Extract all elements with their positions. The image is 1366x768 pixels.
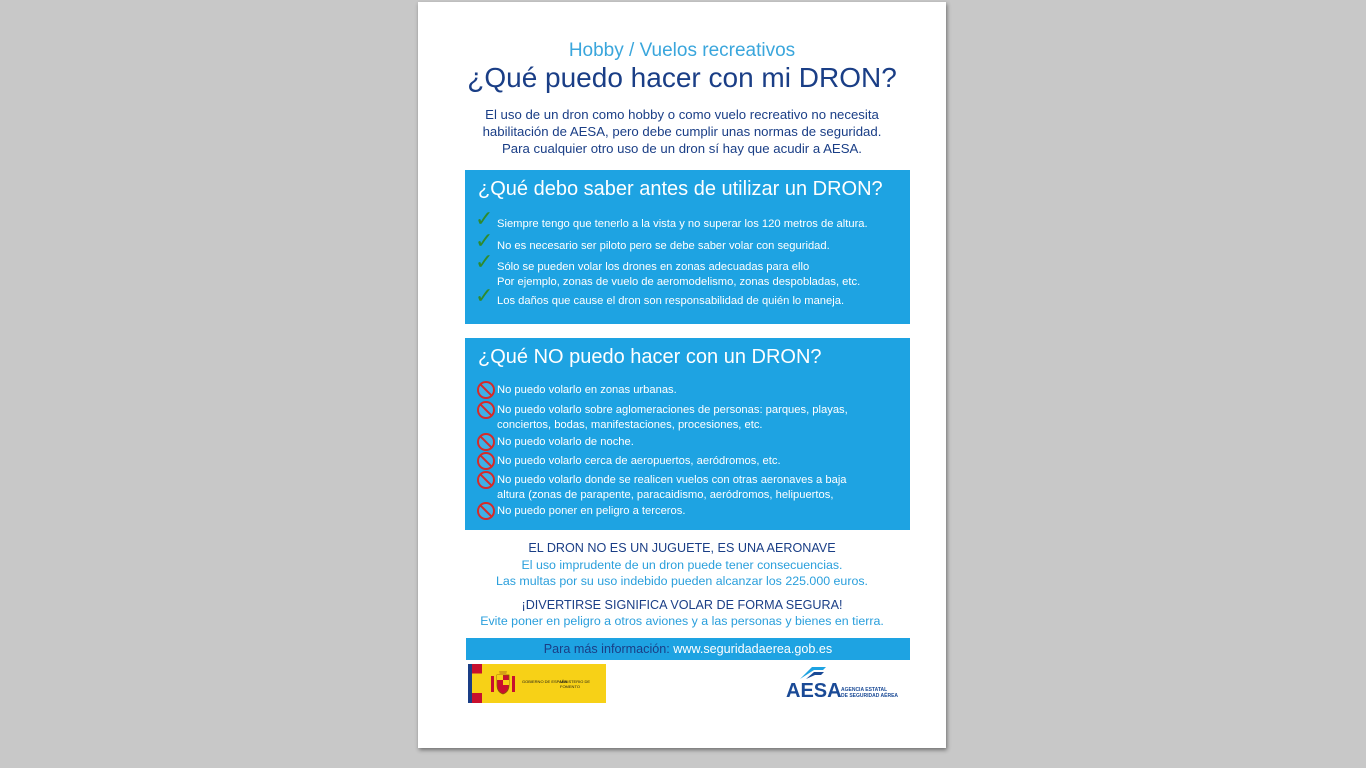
item-text: No puedo poner en peligro a terceros. xyxy=(497,505,686,517)
intro-line: Para cualquier otro uso de un dron sí hay que acudir a AESA. xyxy=(502,141,862,156)
item-text: No es necesario ser piloto pero se debe saber volar con seguridad. xyxy=(497,240,830,252)
should-know-box xyxy=(465,170,910,324)
prohibited-icon xyxy=(477,381,495,399)
aesa-logo xyxy=(786,666,910,706)
aesa-subtitle-line: DE SEGURIDAD AÉREA xyxy=(841,693,899,699)
intro-line: habilitación de AESA, pero debe cumplir unas normas de seguridad. xyxy=(482,124,882,139)
item-text: No puedo volarlo donde se realicen vuelos con otras aeronaves a baja xyxy=(497,474,847,486)
warning-headline: EL DRON NO ES UN JUGUETE, ES UNA AERONAVE xyxy=(528,541,836,555)
prohibited-icon xyxy=(477,452,495,470)
intro-line: El uso de un dron como hobby o como vuelo recreativo no necesita xyxy=(485,107,879,122)
ministerio-text: MINISTERIO DE FOMENTO xyxy=(560,679,591,689)
prohibited-icon xyxy=(477,471,495,489)
poster-subtitle: Hobby / Vuelos recreativos xyxy=(568,40,796,61)
warning-line: Las multas por su uso indebido pueden alcanzar los 225.000 euros. xyxy=(496,574,868,588)
item-text: altura (zonas de parapente, paracaidismo, aeródromos, helipuertos, xyxy=(497,489,834,501)
spain-flag-icon xyxy=(468,664,482,703)
poster-title: ¿Qué puedo hacer con mi DRON? xyxy=(467,62,897,93)
item-text: No puedo volarlo cerca de aeropuertos, aeródromos, etc. xyxy=(497,455,781,467)
safety-headline: ¡DIVERTIRSE SIGNIFICA VOLAR DE FORMA SEGURA! xyxy=(521,598,843,612)
check-icon: ✓ xyxy=(475,228,494,253)
aesa-subtitle xyxy=(841,687,898,699)
check-icon: ✓ xyxy=(475,283,494,308)
check-icon: ✓ xyxy=(475,249,494,274)
item-text: conciertos, bodas, manifestaciones, procesiones, etc. xyxy=(497,419,763,431)
aesa-wordmark: AESA xyxy=(786,680,842,702)
item-text: No puedo volarlo sobre aglomeraciones de personas: parques, playas, xyxy=(497,404,848,416)
aesa-wing-icon xyxy=(798,666,828,680)
info-label: Para más información: xyxy=(543,642,674,656)
info-bar xyxy=(466,638,910,660)
item-text: Por ejemplo, zonas de vuelo de aeromodelismo, zonas despobladas, etc. xyxy=(497,276,861,288)
prohibited-icon xyxy=(477,433,495,451)
cannot-do-title: ¿Qué NO puedo hacer con un DRON? xyxy=(478,346,822,368)
item-text: Sólo se pueden volar los drones en zonas adecuadas para ello xyxy=(497,261,810,273)
gobierno-logo xyxy=(468,664,606,703)
prohibited-icon xyxy=(477,502,495,520)
info-url-link[interactable]: www.seguridadaerea.gob.es xyxy=(673,642,833,656)
intro-text xyxy=(448,106,916,157)
cannot-do-box xyxy=(465,338,910,530)
warning-line: Evite poner en peligro a otros aviones y a las personas y bienes en tierra. xyxy=(480,614,884,628)
item-text: No puedo volarlo en zonas urbanas. xyxy=(497,384,677,396)
item-text: Los daños que cause el dron son responsabilidad de quién lo maneja. xyxy=(497,295,845,307)
poster-page xyxy=(418,2,946,748)
warning-line: El uso imprudente de un dron puede tener consecuencias. xyxy=(521,558,843,572)
prohibited-icon xyxy=(477,401,495,419)
coat-of-arms-icon xyxy=(490,670,516,696)
gobierno-text: GOBIERNO DE ESPAÑA xyxy=(522,679,568,684)
check-icon: ✓ xyxy=(475,206,494,231)
should-know-title: ¿Qué debo saber antes de utilizar un DRON? xyxy=(478,178,883,200)
item-text: Siempre tengo que tenerlo a la vista y no superar los 120 metros de altura. xyxy=(497,218,868,230)
aesa-subtitle-line: AGENCIA ESTATAL xyxy=(841,687,888,693)
item-text: No puedo volarlo de noche. xyxy=(497,436,634,448)
